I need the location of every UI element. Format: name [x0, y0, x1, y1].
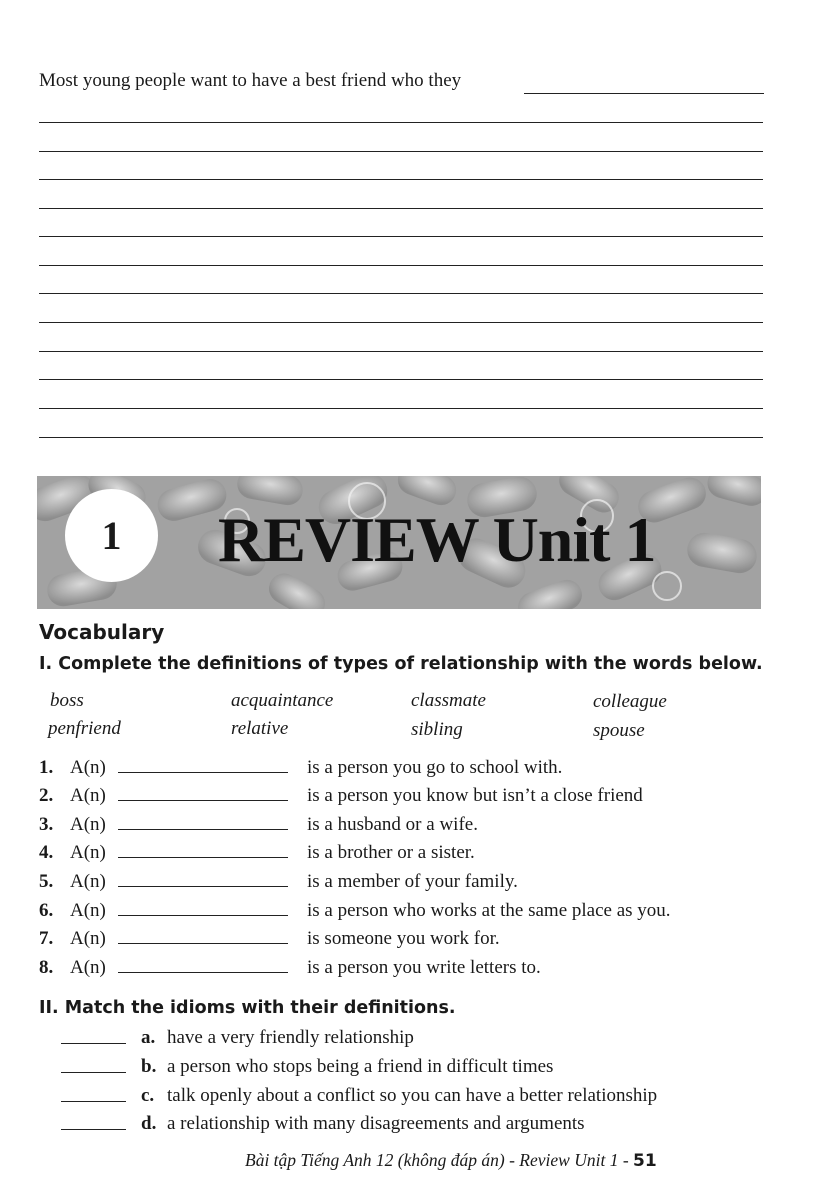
- word-bank-item: classmate: [411, 690, 486, 711]
- item-definition: is a person you go to school with.: [307, 757, 563, 778]
- word-bank-item: penfriend: [48, 718, 121, 739]
- page-footer: [245, 1150, 657, 1171]
- word-bank-item: acquaintance: [231, 690, 334, 711]
- writing-line[interactable]: [39, 408, 763, 409]
- book-title: Bài tập Tiếng Anh 12 (không đáp án): [245, 1150, 505, 1170]
- writing-line[interactable]: [39, 265, 763, 266]
- item-definition: is a brother or a sister.: [307, 842, 475, 863]
- word-bank-item: colleague: [593, 691, 667, 712]
- answer-blank[interactable]: [118, 886, 288, 887]
- item-prefix: A(n): [70, 900, 106, 921]
- word-bank-item: spouse: [593, 720, 645, 741]
- writing-line[interactable]: [39, 379, 763, 380]
- word-bank-item: boss: [50, 690, 84, 711]
- writing-line[interactable]: [39, 151, 763, 152]
- item-prefix: A(n): [70, 871, 106, 892]
- answer-blank[interactable]: [118, 943, 288, 944]
- answer-blank[interactable]: [118, 972, 288, 973]
- writing-line[interactable]: [39, 179, 763, 180]
- item-definition: a relationship with many disagreements and arguments: [167, 1113, 585, 1134]
- item-definition: is a member of your family.: [307, 871, 518, 892]
- item-number: 8.: [39, 957, 54, 978]
- answer-blank[interactable]: [524, 93, 764, 94]
- answer-blank[interactable]: [118, 915, 288, 916]
- answer-blank[interactable]: [61, 1129, 126, 1130]
- item-number: 5.: [39, 871, 54, 892]
- review-number: 1: [101, 513, 122, 558]
- item-prefix: A(n): [70, 928, 106, 949]
- review-title: REVIEW Unit 1: [218, 504, 656, 575]
- exercise-1-instruction: I. Complete the definitions of types of relationship with the words below.: [39, 654, 763, 674]
- answer-blank[interactable]: [118, 772, 288, 773]
- item-number: 6.: [39, 900, 54, 921]
- footer-section: - Review Unit 1 -: [504, 1150, 634, 1170]
- exercise-2-instruction: II. Match the idioms with their definitions.: [39, 998, 456, 1018]
- item-number: 3.: [39, 814, 54, 835]
- item-prefix: A(n): [70, 957, 106, 978]
- item-letter: b.: [141, 1056, 157, 1077]
- word-bank-item: relative: [231, 718, 289, 739]
- word-bank-item: sibling: [411, 719, 463, 740]
- answer-blank[interactable]: [61, 1101, 126, 1102]
- writing-prompt: Most young people want to have a best friend who they: [39, 70, 462, 91]
- item-definition: a person who stops being a friend in difficult times: [167, 1056, 554, 1077]
- item-definition: is a person you know but isn’t a close friend: [307, 785, 643, 806]
- item-definition: is a person you write letters to.: [307, 957, 541, 978]
- answer-blank[interactable]: [118, 829, 288, 830]
- writing-line[interactable]: [39, 351, 763, 352]
- writing-line[interactable]: [39, 236, 763, 237]
- answer-blank[interactable]: [61, 1043, 126, 1044]
- answer-blank[interactable]: [118, 857, 288, 858]
- item-letter: c.: [141, 1085, 155, 1106]
- item-number: 4.: [39, 842, 54, 863]
- item-definition: is someone you work for.: [307, 928, 500, 949]
- answer-blank[interactable]: [118, 800, 288, 801]
- item-number: 1.: [39, 757, 54, 778]
- item-letter: a.: [141, 1027, 156, 1048]
- writing-line[interactable]: [39, 293, 763, 294]
- item-definition: is a husband or a wife.: [307, 814, 478, 835]
- writing-line[interactable]: [39, 437, 763, 438]
- review-number-badge: [65, 489, 158, 582]
- item-prefix: A(n): [70, 757, 106, 778]
- answer-blank[interactable]: [61, 1072, 126, 1073]
- item-letter: d.: [141, 1113, 157, 1134]
- writing-line[interactable]: [39, 208, 763, 209]
- page-number: 51: [633, 1151, 657, 1171]
- vocabulary-heading: Vocabulary: [39, 620, 165, 644]
- item-definition: is a person who works at the same place as you.: [307, 900, 671, 921]
- item-prefix: A(n): [70, 842, 106, 863]
- item-prefix: A(n): [70, 814, 106, 835]
- item-number: 2.: [39, 785, 54, 806]
- writing-line[interactable]: [39, 322, 763, 323]
- item-number: 7.: [39, 928, 54, 949]
- writing-line[interactable]: [39, 122, 763, 123]
- item-definition: have a very friendly relationship: [167, 1027, 414, 1048]
- item-prefix: A(n): [70, 785, 106, 806]
- item-definition: talk openly about a conflict so you can have a better relationship: [167, 1085, 658, 1106]
